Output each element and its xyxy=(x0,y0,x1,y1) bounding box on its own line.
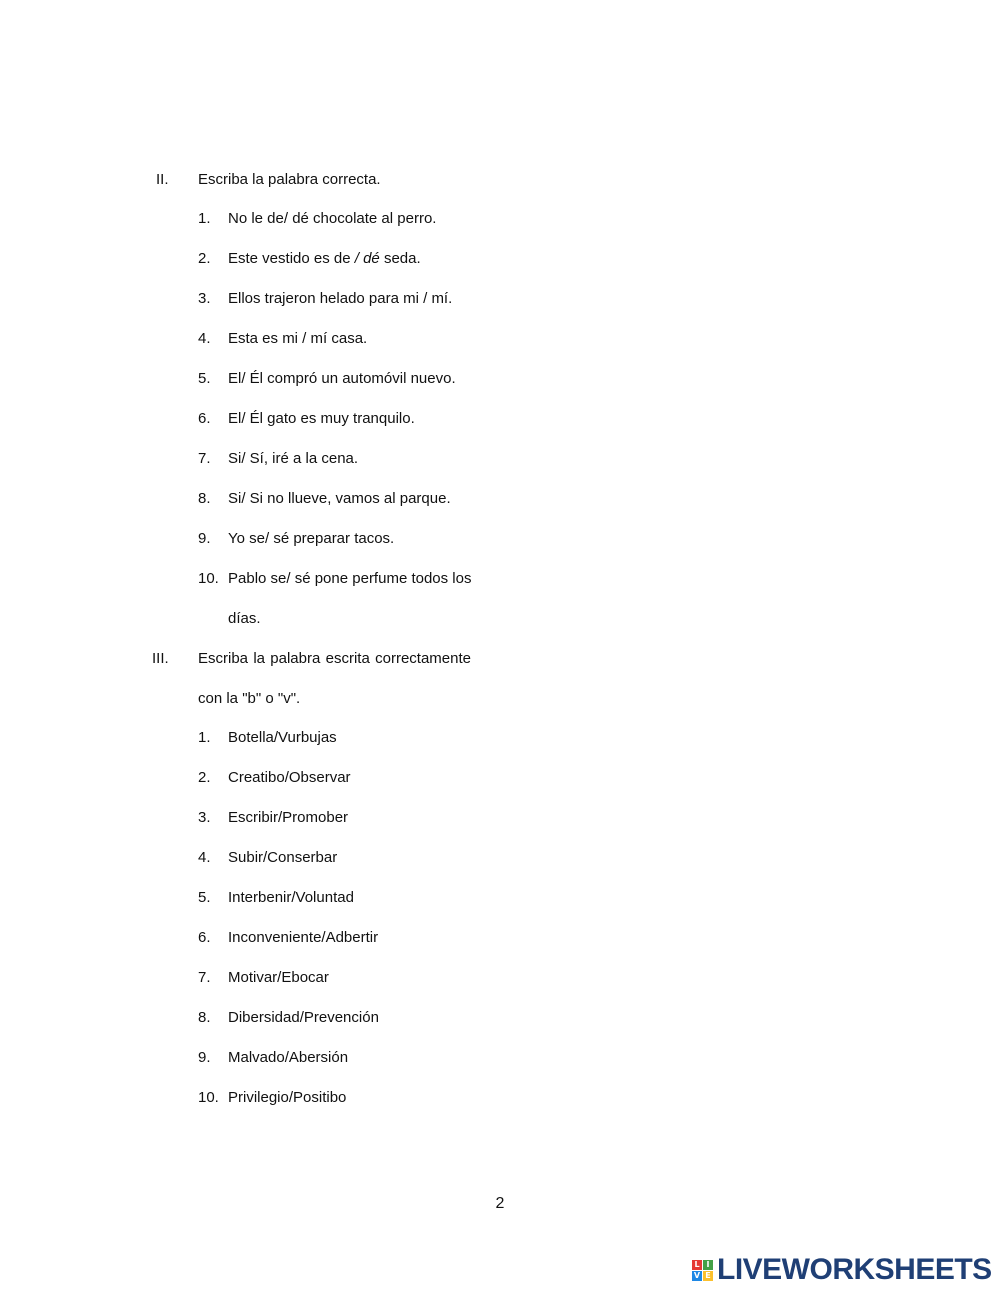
item-number: 1. xyxy=(198,210,211,227)
section-ii-numeral: II. xyxy=(156,171,169,188)
item-text: Inconveniente/Adbertir xyxy=(228,929,379,946)
item-number: 6. xyxy=(198,410,211,427)
item-text: Privilegio/Positibo xyxy=(228,1089,347,1106)
item-number: 6. xyxy=(198,929,211,946)
item-text: Esta es mi / mí casa. xyxy=(228,330,368,347)
item-number: 3. xyxy=(198,809,211,826)
item-text: Motivar/Ebocar xyxy=(228,969,329,986)
item-text: Escribir/Promober xyxy=(228,809,349,826)
item-text: Interbenir/Voluntad xyxy=(228,889,354,906)
item-text: Creatibo/Observar xyxy=(228,769,351,786)
item-text: No le de/ dé chocolate al perro. xyxy=(228,210,437,227)
item-text: Si/ Si no llueve, vamos al parque. xyxy=(228,490,451,507)
section-iii-numeral: III. xyxy=(152,650,169,667)
item-text: Pablo se/ sé pone perfume todos los xyxy=(228,570,472,587)
item-text: Dibersidad/Prevención xyxy=(228,1009,379,1026)
item-number: 1. xyxy=(198,729,211,746)
item-text: El/ Él compró un automóvil nuevo. xyxy=(228,370,456,387)
item-number: 9. xyxy=(198,1049,211,1066)
item-text: Ellos trajeron helado para mi / mí. xyxy=(228,290,453,307)
item-number: 2. xyxy=(198,769,211,786)
item-number: 5. xyxy=(198,889,211,906)
logo-tile: V xyxy=(693,1270,701,1280)
item-number: 10. xyxy=(198,570,219,587)
item-text: Subir/Conserbar xyxy=(228,849,338,866)
item-number: 9. xyxy=(198,530,211,547)
item-text: Malvado/Abersión xyxy=(228,1049,349,1066)
section-iii-heading-line2: con la "b" o "v". xyxy=(198,690,301,707)
item-text: El/ Él gato es muy tranquilo. xyxy=(228,410,415,427)
section-iii-heading-line1: Escriba la palabra escrita correctamente xyxy=(198,650,471,667)
item-text: Yo se/ sé preparar tacos. xyxy=(228,530,395,547)
item-text-start: Este vestido es de xyxy=(228,250,355,267)
item-text-italic: / dé xyxy=(354,250,380,267)
logo-tile: E xyxy=(703,1271,713,1281)
liveworksheets-logo xyxy=(692,1254,992,1286)
item-text-continuation: días. xyxy=(228,610,261,627)
logo-text: LIVEWORKSHEETS xyxy=(717,1253,992,1286)
item-text-end: seda. xyxy=(379,250,421,267)
item-number: 7. xyxy=(198,969,211,986)
item-number: 7. xyxy=(198,450,211,467)
page-number: 2 xyxy=(495,1195,505,1212)
item-text xyxy=(228,250,421,268)
item-number: 8. xyxy=(198,490,211,507)
logo-tile: L xyxy=(692,1260,702,1270)
item-number: 4. xyxy=(198,330,211,347)
logo-tiles-icon xyxy=(692,1260,713,1281)
logo-tile: I xyxy=(703,1260,713,1270)
section-ii-heading: Escriba la palabra correcta. xyxy=(198,171,381,188)
item-number: 8. xyxy=(198,1009,211,1026)
item-text: Si/ Sí, iré a la cena. xyxy=(228,450,359,467)
item-number: 4. xyxy=(198,849,211,866)
item-number: 5. xyxy=(198,370,211,387)
item-number: 3. xyxy=(198,290,211,307)
item-text: Botella/Vurbujas xyxy=(228,729,337,746)
item-number: 2. xyxy=(198,250,211,267)
item-number: 10. xyxy=(198,1089,219,1106)
